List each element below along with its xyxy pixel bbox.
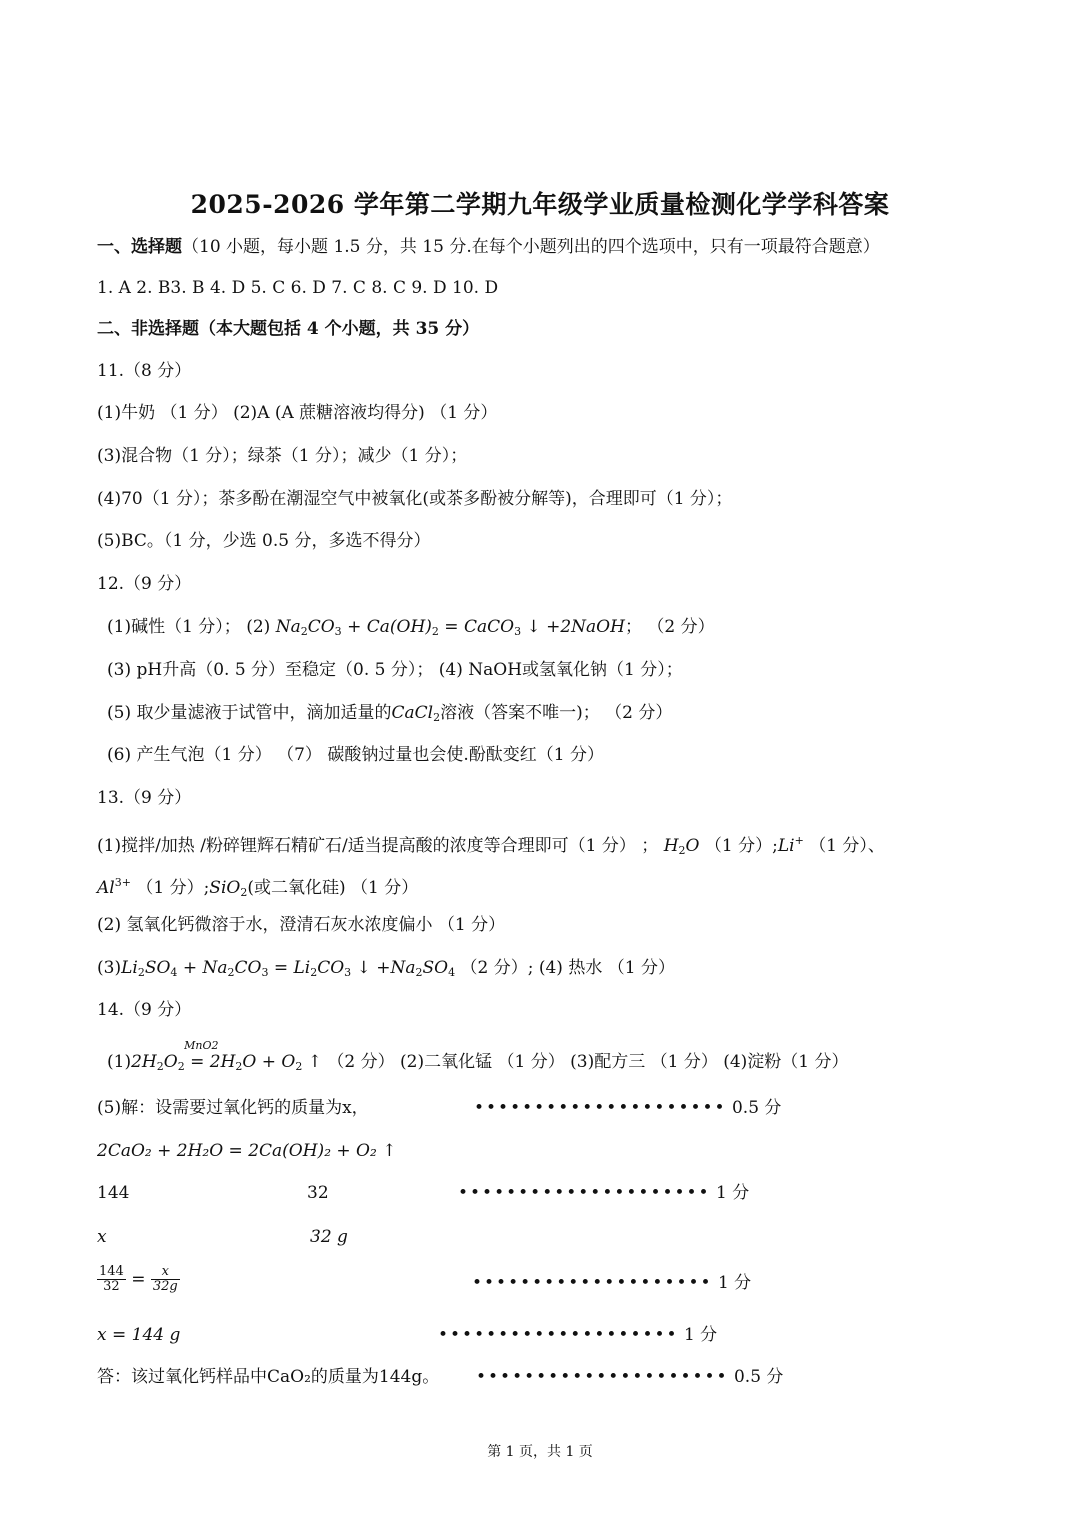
- q14-row4-score-text: 1 分: [683, 1325, 718, 1345]
- q12-line4: (6) 产生气泡（1 分） （7） 碳酸钠过量也会使.酚酞变红（1 分）: [107, 745, 604, 765]
- fraction-left: [97, 1265, 126, 1294]
- li-ion: Li+: [777, 834, 804, 856]
- frac-den-left: 32: [103, 1279, 120, 1294]
- q14-answer-score: ••••••••••••••••••••• 0.5 分: [476, 1367, 784, 1387]
- q12-line2: (3) pH升高（0. 5 分）至稳定（0. 5 分）； (4) NaOH或氢氧化钠（1 分）；: [107, 660, 683, 680]
- h2o-formula: $H_2O$: [663, 836, 700, 857]
- fraction-right: [151, 1265, 180, 1294]
- document-title: 2025-2026 学年第二学期九年级学业质量检测化学学科答案: [190, 190, 890, 219]
- q14-intro-text: (5)解：设需要过氧化钙的质量为x，: [97, 1098, 369, 1118]
- q14-line1: $(1)2H_2O_2$ MnO2 = $2H_2O + O_2$ ↑ （2 分） (2)二氧化锰 （1 分） (3)配方三 （1 分） (4)淀粉（1 分）: [107, 1051, 849, 1078]
- choice-answers: 1. A 2. B3. B 4. D 5. C 6. D 7. C 8. C 9. D 10. D: [97, 278, 499, 298]
- q14-line1-tail: （2 分） (2)二氧化锰 （1 分） (3)配方三 （1 分） (4)淀粉（1 分）: [321, 1052, 849, 1072]
- section2-heading: 二、非选择题（本大题包括 4 个小题，共 35 分）: [97, 319, 480, 339]
- q11-header: 11.（8 分）: [97, 361, 192, 381]
- q13-line4: $(3)Li_2SO_4 + Na_2CO_3 = Li_2CO_3$ ↓ $+Na_2SO_4$ （2 分）; (4) 热水 （1 分）: [97, 958, 675, 979]
- eq-caoh: Ca(OH): [366, 617, 432, 637]
- q13-line2-score: （1 分）;: [136, 878, 210, 898]
- al-ion: $Al^{3+}$: [97, 876, 131, 898]
- q14-decomp-equation: $2H_2O_2$ MnO2 = $2H_2O + O_2$ ↑: [131, 1052, 322, 1072]
- q13-header: 13.（9 分）: [97, 788, 192, 808]
- section1-note: （10 小题，每小题 1.5 分，共 15 分.在每个小题列出的四个选项中，只有一项最符合题意）: [182, 237, 880, 257]
- frac-den-right: 32g: [152, 1279, 178, 1294]
- q14-row1-score-text: 1 分: [715, 1183, 750, 1203]
- q13-line2-tail: (或二氧化硅) （1 分）: [247, 878, 419, 898]
- q12-line1-score: ； （2 分）: [624, 617, 715, 637]
- q14-row3-score: •••••••••••••••••••• 1 分: [472, 1273, 752, 1293]
- q13-line1-score2: （1 分）、: [809, 836, 885, 856]
- li-text: Li: [777, 836, 795, 856]
- frac-num-left: 144: [99, 1264, 124, 1279]
- eq-co: CO: [307, 617, 335, 637]
- q13-line1-text: (1)搅拌/加热 /粉碎锂辉石精矿石/适当提高酸的浓度等合理即可（1 分） ；: [97, 836, 659, 856]
- q14-answer: 答：该过氧化钙样品中CaO₂的质量为144g。: [97, 1367, 440, 1387]
- q12-line3-tail: 溶液（答案不唯一)； （2 分）: [440, 703, 673, 723]
- q14-reaction: 2CaO₂ + 2H₂O = 2Ca(OH)₂ + O₂ ↑: [97, 1141, 397, 1161]
- section1-heading: 一、选择题: [97, 237, 182, 257]
- q14-row3-score-text: 1 分: [717, 1273, 752, 1293]
- sio-text: SiO: [209, 878, 241, 898]
- q14-ratio-row2-b: 32 g: [310, 1227, 348, 1247]
- q14-ratio-row2-a: x: [97, 1227, 107, 1247]
- q14-row1-score: ••••••••••••••••••••• 1 分: [458, 1183, 750, 1203]
- q12-line1-text: (1)碱性（1 分）； (2): [107, 617, 276, 637]
- q14-proportion: $\frac{144}{32}$ = $\frac{x}{32g}$: [99, 1264, 178, 1294]
- q13-line1: [97, 830, 885, 862]
- q11-line3: (4)70（1 分）；茶多酚在潮湿空气中被氧化(或茶多酚被分解等)，合理即可（1 分）；: [97, 489, 733, 509]
- q13-line4-tail: （2 分）; (4) 热水 （1 分）: [455, 958, 675, 978]
- h2o-h: H: [663, 836, 679, 856]
- q13-line1-score1: （1 分）;: [704, 836, 778, 856]
- eq-caco: CaCO: [463, 617, 515, 637]
- q14-solution-intro: [97, 1097, 369, 1119]
- eq-na: Na: [275, 617, 301, 637]
- section1-line: [97, 236, 880, 258]
- q13-equation: $Li_2SO_4 + Na_2CO_3 = Li_2CO_3$ ↓ $+Na_2SO_4$: [121, 958, 456, 979]
- q12-line3: [107, 702, 672, 729]
- cacl-text: CaCl: [391, 703, 434, 723]
- q11-line1: (1)牛奶 （1 分） (2)A (A 蔗糖溶液均得分) （1 分）: [97, 403, 498, 423]
- q14-header: 14.（9 分）: [97, 1000, 192, 1020]
- sio2-formula: SiO$_2$: [209, 878, 248, 899]
- frac-num-right: x: [151, 1265, 180, 1280]
- q14-result: x = 144 g: [97, 1325, 181, 1345]
- q14-intro-score: ••••••••••••••••••••• 0.5 分: [474, 1098, 782, 1118]
- q11-line2: (3)混合物（1 分）；绿茶（1 分）；减少（1 分）；: [97, 446, 468, 466]
- catalyst-label: MnO2: [184, 1039, 219, 1052]
- eq-naoh: 2NaOH: [560, 617, 625, 637]
- q14-row4-score: •••••••••••••••••••• 1 分: [438, 1325, 718, 1345]
- q14-ratio-row1-b: 32: [307, 1183, 329, 1203]
- q14-ratio-row1-a: 144: [97, 1183, 130, 1203]
- cacl2-formula: CaCl$_2$: [391, 703, 441, 724]
- q13-line2: [97, 872, 418, 904]
- q11-line4: (5)BC。（1 分，少选 0.5 分，多选不得分）: [97, 531, 431, 551]
- q14-answer-score-text: 0.5 分: [733, 1367, 784, 1387]
- q12-line3-text: (5) 取少量滤液于试管中，滴加适量的: [107, 703, 392, 723]
- al-text: Al: [97, 878, 115, 898]
- q12-header: 12.（9 分）: [97, 574, 192, 594]
- q12-equation: $Na_2CO_3 + Ca(OH)_2$ = CaCO$_3$ ↓ +2NaOH: [275, 617, 625, 638]
- q14-intro-score-text: 0.5 分: [731, 1098, 782, 1118]
- q12-line1: [107, 616, 715, 643]
- q13-line3: (2) 氢氧化钙微溶于水，澄清石灰水浓度偏小 （1 分）: [97, 915, 506, 935]
- page-footer: 第 1 页，共 1 页: [487, 1444, 593, 1460]
